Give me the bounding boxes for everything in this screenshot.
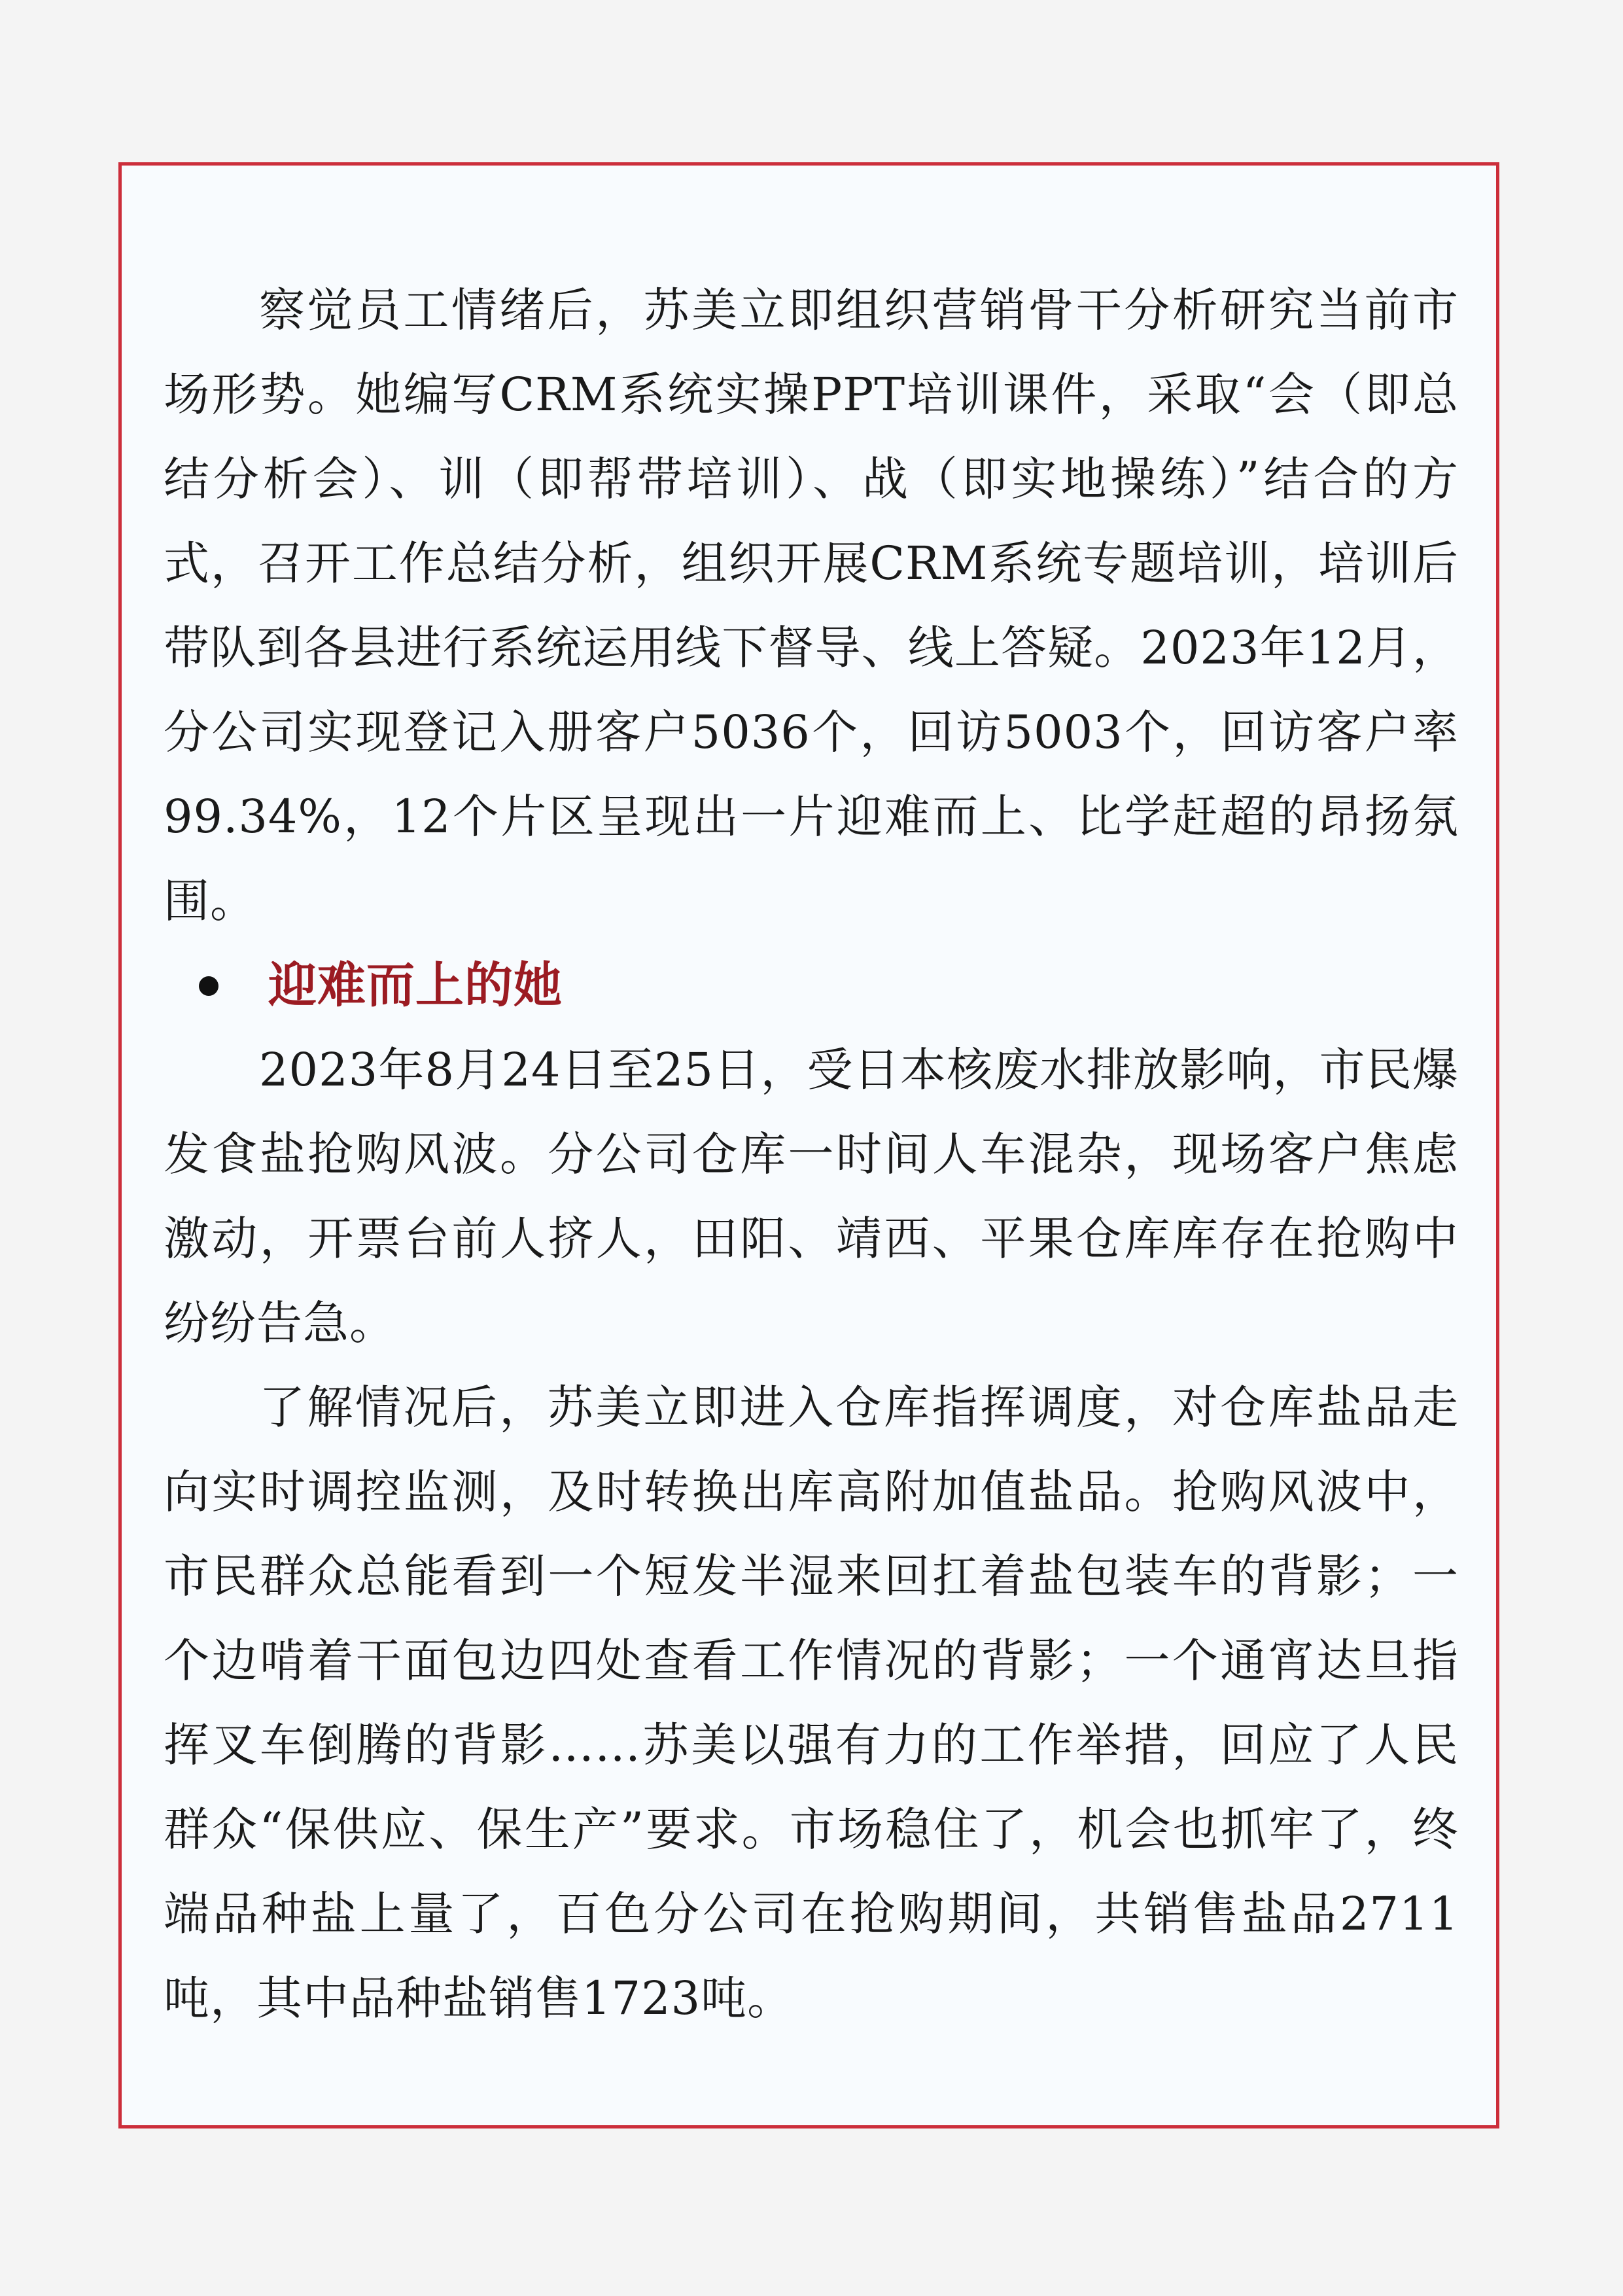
bullet-icon — [199, 976, 218, 996]
paragraph-warehouse-command: 了解情况后，苏美立即进入仓库指挥调度，对仓库盐品走向实时调控监测，及时转换出库高附加值盐品。抢购风波中，市民群众总能看到一个短发半湿来回扛着盐包装车的背影；一个边啃着干面包边四处查看工作情况的背影；一个通宵达旦指挥叉车倒腾的背影……苏美以强有力的工作举措，回应了人民群众“保供应、保生产”要求。市场稳住了，机会也抓牢了，终端品种盐上量了，百色分公司在抢购期间，共销售盐品2711吨，其中品种盐销售1723吨。 — [164, 1381, 1459, 2025]
paragraph-crm-training: 察觉员工情绪后，苏美立即组织营销骨干分析研究当前市场形势。她编写CRM系统实操PPT培训课件，采取“会（即总结分析会）、训（即帮带培训）、战（即实地操练）”结合的方式，召开工作总结分析，组织开展CRM系统专题培训，培训后带队到各县进行系统运用线下督导、线上答疑。2023年12月，分公司实现登记入册客户5036个，回访5003个，回访客户率99.34%，12个片区呈现出一片迎难而上、比学赶超的昂扬氛围。 — [164, 283, 1459, 928]
section-heading-text: 迎难而上的她 — [268, 957, 563, 1014]
paragraph-salt-rush: 2023年8月24日至25日，受日本核废水排放影响，市民爆发食盐抢购风波。分公司仓库一时间人车混杂，现场客户焦虑激动，开票台前人挤人，田阳、靖西、平果仓库库存在抢购中纷纷告急。 — [164, 1043, 1459, 1350]
article-body — [164, 268, 1459, 2041]
section-heading — [164, 944, 1459, 1028]
